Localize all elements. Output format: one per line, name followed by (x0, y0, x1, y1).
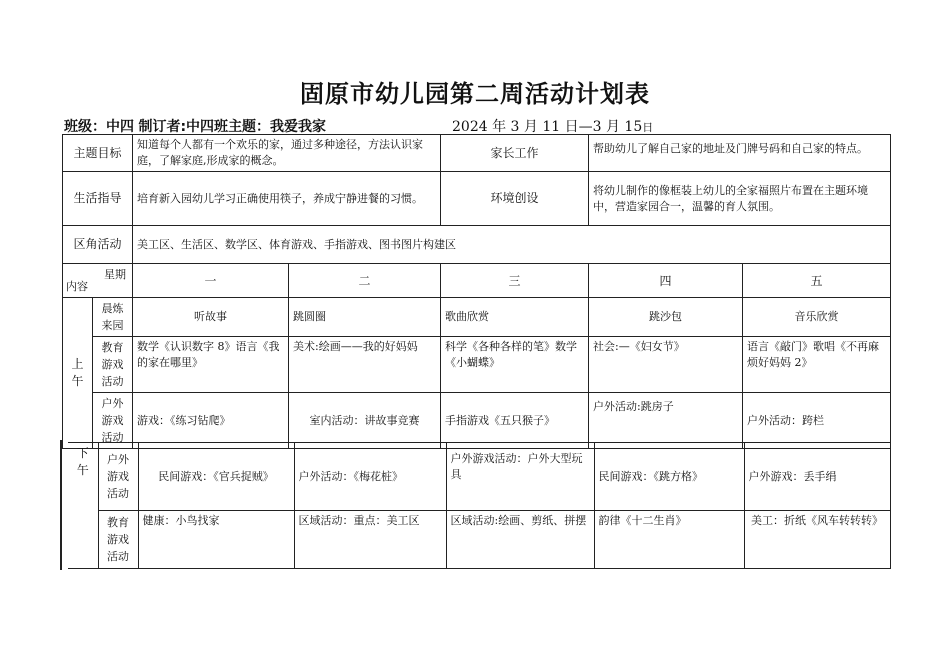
cell: 户外游戏活动：户外大型玩具 (446, 443, 594, 511)
diag-header (63, 264, 133, 298)
life-guide-label: 生活指导 (63, 172, 133, 226)
cell: 户外游戏：丢手绢 (744, 443, 890, 511)
env-label: 环境创设 (441, 172, 589, 226)
cell: 手指游戏《五只猴子》 (441, 393, 589, 449)
header-row (63, 264, 891, 298)
plan-table-afternoon (68, 442, 891, 569)
theme-label: 主题：我爱我家 (228, 119, 327, 135)
cell: 区域活动：重点：美工区 (294, 511, 446, 569)
cell: 听故事 (133, 298, 289, 337)
cell: 跳圆圈 (289, 298, 441, 337)
cell: 户外活动：《梅花桩》 (294, 443, 446, 511)
cell: 语言《敲门》歌唱《不再麻烦好妈妈 2》 (743, 337, 891, 393)
cell: 科学《各种各样的笔》数学《小蝴蝶》 (441, 337, 589, 393)
cell: 健康：小鸟找家 (138, 511, 294, 569)
theme-goal-text: 知道每个人都有一个欢乐的家，通过多种途径，方法认识家庭，了解家庭,形成家的概念。 (133, 135, 441, 172)
table-row (63, 337, 891, 393)
cell: 美术:绘画——我的好妈妈 (289, 337, 441, 393)
row-label: 教育游戏活动 (98, 511, 138, 569)
diag-top: 星期 (104, 268, 127, 281)
day-1: 一 (133, 264, 289, 298)
row-label: 晨炼来园 (93, 298, 133, 337)
left-border-line (60, 440, 62, 570)
plan-info (64, 116, 326, 136)
day-3: 三 (441, 264, 589, 298)
corner-label: 区角活动 (63, 226, 133, 264)
cell: 室内活动：讲故事竞赛 (289, 393, 441, 449)
theme-goal-label: 主题目标 (63, 135, 133, 172)
cell: 户外活动：跨栏 (743, 393, 891, 449)
parent-work-text: 帮助幼儿了解自己家的地址及门牌号码和自己家的特点。 (589, 135, 891, 172)
maker-label: 制订者:中四班 (138, 119, 229, 135)
date-range (452, 116, 653, 136)
class-label: 班级：中四 (64, 119, 134, 135)
afternoon-label: 下午 (68, 443, 98, 569)
cell: 户外活动:跳房子 (589, 393, 743, 449)
parent-work-label: 家长工作 (441, 135, 589, 172)
cell: 歌曲欣赏 (441, 298, 589, 337)
row-label: 户外游戏活动 (98, 443, 138, 511)
life-guide-text: 培育新入园幼儿学习正确使用筷子，养成宁静进餐的习惯。 (133, 172, 441, 226)
cell: 区域活动:绘画、剪纸、拼摆 (446, 511, 594, 569)
cell: 音乐欣赏 (743, 298, 891, 337)
corner-row (63, 226, 891, 264)
row-label: 教育游戏活动 (93, 337, 133, 393)
corner-text: 美工区、生活区、数学区、体育游戏、手指游戏、图书图片构建区 (133, 226, 891, 264)
cell: 韵律《十二生肖》 (594, 511, 744, 569)
morning-label: 上午 (63, 298, 93, 449)
day-5: 五 (743, 264, 891, 298)
cell: 民间游戏：《跳方格》 (594, 443, 744, 511)
day-4: 四 (589, 264, 743, 298)
cell: 社会:—《妇女节》 (589, 337, 743, 393)
table-row (68, 443, 890, 511)
day-2: 二 (289, 264, 441, 298)
row-label: 户外游戏活动 (93, 393, 133, 449)
life-row (63, 172, 891, 226)
cell: 游戏：《练习钻爬》 (133, 393, 289, 449)
plan-table-morning (62, 134, 891, 449)
date-last: 日 (642, 121, 654, 134)
page-title: 固原市幼儿园第二周活动计划表 (300, 80, 650, 108)
cell: 跳沙包 (589, 298, 743, 337)
table-row (63, 298, 891, 337)
cell: 美工：折纸《风车转转转》 (744, 511, 890, 569)
env-text: 将幼儿制作的像框装上幼儿的全家福照片布置在主题环境中，营造家园合一，温馨的育人氛围。 (589, 172, 891, 226)
cell: 民间游戏：《官兵捉贼》 (138, 443, 294, 511)
theme-row (63, 135, 891, 172)
table-row (68, 511, 890, 569)
date-main: 2024 年 3 月 11 日—3 月 15 (452, 119, 643, 135)
table-row (63, 393, 891, 449)
cell: 数学《认识数字 8》语言《我的家在哪里》 (133, 337, 289, 393)
diag-bottom: 内容 (66, 280, 88, 293)
